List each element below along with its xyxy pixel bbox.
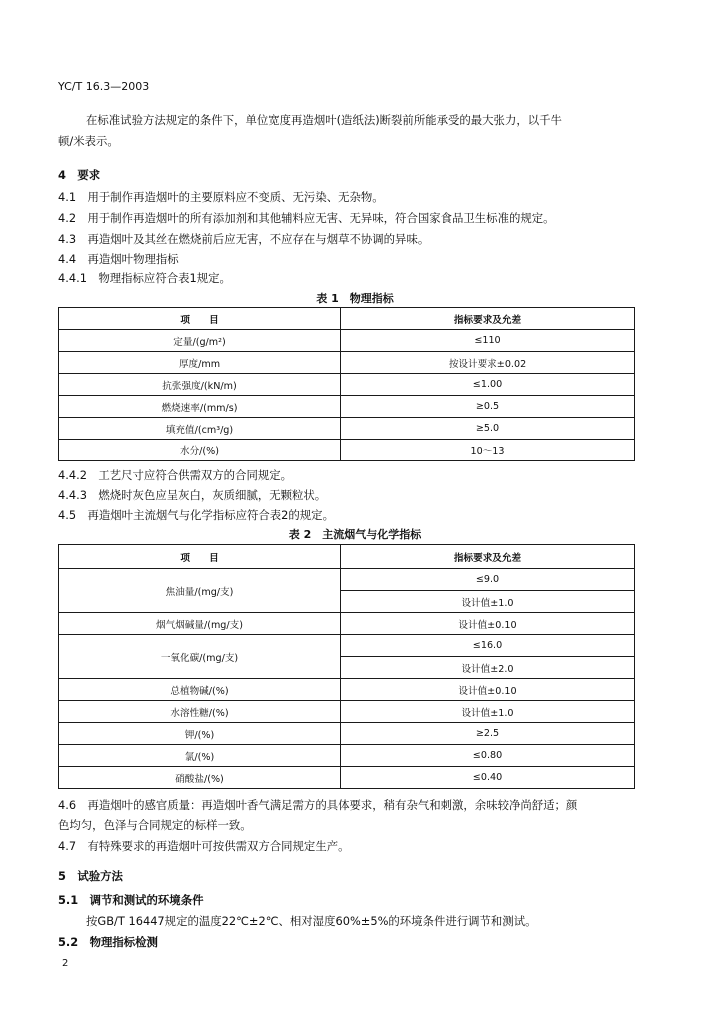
table-row — [59, 701, 635, 723]
table-1-caption: 表 1 物理指标 — [316, 292, 394, 305]
table-1-value: ≥0.5 — [341, 396, 635, 418]
intro-line-1: 在标准试验方法规定的条件下，单位宽度再造烟叶(造纸法)断裂前所能承受的最大张力，以千牛 — [86, 113, 562, 127]
clause-5-1: 5.1 调节和测试的环境条件 — [58, 893, 204, 907]
table-row — [59, 352, 635, 374]
clause-4-5: 4.5 再造烟叶主流烟气与化学指标应符合表2的规定。 — [58, 508, 334, 522]
section-5-heading: 5 试验方法 — [58, 869, 123, 883]
clause-4-2: 4.2 用于制作再造烟叶的所有添加剂和其他辅料应无害、无异味，符合国家食品卫生标准的规定。 — [58, 211, 555, 225]
table-2-value: ≤0.40 — [341, 767, 635, 789]
table-2-value: ≤0.80 — [341, 745, 635, 767]
table-2-value: 设计值±1.0 — [341, 591, 635, 613]
clause-4-4-2: 4.4.2 工艺尺寸应符合供需双方的合同规定。 — [58, 468, 293, 482]
table-row — [59, 745, 635, 767]
table-row — [59, 418, 635, 440]
table-2-item: 钾/(%) — [59, 723, 341, 745]
table-1-value: ≥5.0 — [341, 418, 635, 440]
table-1-value: 按设计要求±0.02 — [341, 352, 635, 374]
table-2-item: 水溶性糖/(%) — [59, 701, 341, 723]
table-1-col-requirement: 指标要求及允差 — [341, 308, 635, 330]
table-2-value: ≤9.0 — [341, 569, 635, 591]
table-1-col-item: 项 目 — [59, 308, 341, 330]
table-2-value: ≥2.5 — [341, 723, 635, 745]
table-2-item-co: 一氧化碳/(mg/支) — [59, 635, 341, 679]
table-1-item: 定量/(g/m²) — [59, 330, 341, 352]
table-2-value: 设计值±1.0 — [341, 701, 635, 723]
clause-4-4-3: 4.4.3 燃烧时灰色应呈灰白，灰质细腻，无颗粒状。 — [58, 488, 327, 502]
table-row — [59, 374, 635, 396]
table-1-value: 10～13 — [341, 440, 635, 461]
table-2-value: 设计值±2.0 — [341, 657, 635, 679]
table-1-item: 燃烧速率/(mm/s) — [59, 396, 341, 418]
table-row — [59, 635, 635, 657]
table-2-item: 硝酸盐/(%) — [59, 767, 341, 789]
clause-4-4-1: 4.4.1 物理指标应符合表1规定。 — [58, 271, 231, 285]
table-2-caption: 表 2 主流烟气与化学指标 — [288, 528, 422, 541]
intro-line-2: 顿/米表示。 — [58, 134, 119, 148]
clause-5-2: 5.2 物理指标检测 — [58, 935, 158, 949]
table-1-value: ≤1.00 — [341, 374, 635, 396]
clause-4-6-line-1: 4.6 再造烟叶的感官质量：再造烟叶香气满足需方的具体要求，稍有杂气和刺激，余味较净尚舒适；颜 — [58, 798, 578, 812]
table-2-col-item: 项 目 — [59, 545, 341, 569]
table-2-value: 设计值±0.10 — [341, 679, 635, 701]
table-row — [59, 330, 635, 352]
clause-4-6-line-2: 色均匀，色泽与合同规定的标样一致。 — [58, 818, 252, 832]
table-row — [59, 396, 635, 418]
table-1-header-row — [59, 308, 635, 330]
table-row — [59, 767, 635, 789]
table-2-value: 设计值±0.10 — [341, 613, 635, 635]
table-row — [59, 440, 635, 461]
table-2-item: 总植物碱/(%) — [59, 679, 341, 701]
standard-header: YC/T 16.3—2003 — [58, 80, 150, 93]
page-number: 2 — [62, 958, 69, 969]
table-1-item: 厚度/mm — [59, 352, 341, 374]
table-row — [59, 679, 635, 701]
table-2-item: 氯/(%) — [59, 745, 341, 767]
table-1-value: ≤110 — [341, 330, 635, 352]
table-row — [59, 569, 635, 591]
table-2-item-tar: 焦油量/(mg/支) — [59, 569, 341, 613]
clause-5-1-text: 按GB/T 16447规定的温度22℃±2℃、相对湿度60%±5%的环境条件进行调节和测试。 — [86, 914, 537, 928]
table-row — [59, 613, 635, 635]
clause-4-4: 4.4 再造烟叶物理指标 — [58, 252, 179, 266]
clause-4-3: 4.3 再造烟叶及其丝在燃烧前后应无害，不应存在与烟草不协调的异味。 — [58, 232, 430, 246]
table-1-physical-indexes — [58, 307, 635, 461]
table-2-header-row — [59, 545, 635, 569]
clause-4-7: 4.7 有特殊要求的再造烟叶可按供需双方合同规定生产。 — [58, 839, 350, 853]
table-row — [59, 723, 635, 745]
clause-4-1: 4.1 用于制作再造烟叶的主要原料应不变质、无污染、无杂物。 — [58, 190, 384, 204]
table-1-item: 填充值/(cm³/g) — [59, 418, 341, 440]
table-1-item: 抗张强度/(kN/m) — [59, 374, 341, 396]
table-2-value: ≤16.0 — [341, 635, 635, 657]
table-1-item: 水分/(%) — [59, 440, 341, 461]
table-2-smoke-chemical-indexes — [58, 544, 635, 789]
table-2-item: 烟气烟碱量/(mg/支) — [59, 613, 341, 635]
section-4-heading: 4 要求 — [58, 168, 101, 182]
table-2-col-requirement: 指标要求及允差 — [341, 545, 635, 569]
